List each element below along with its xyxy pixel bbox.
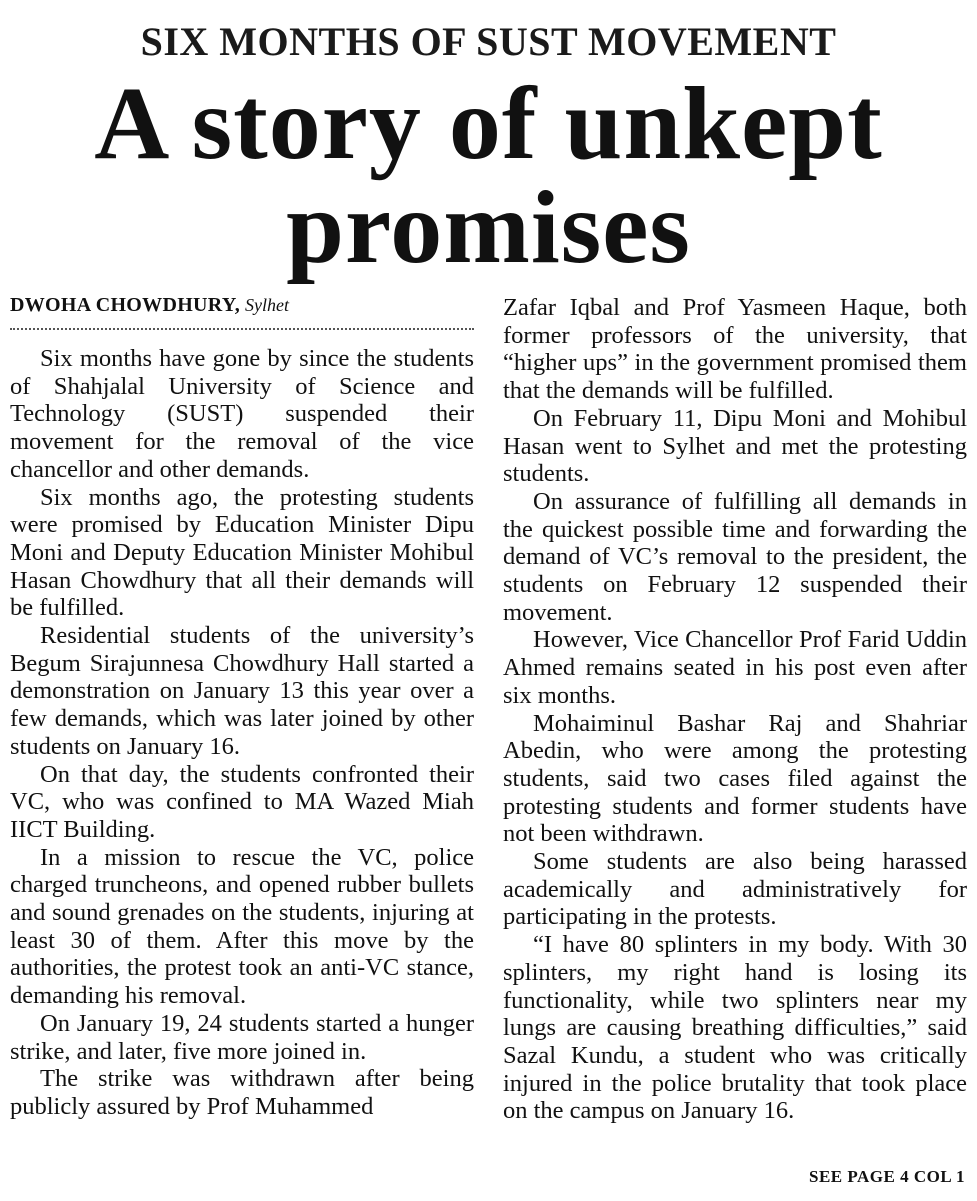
paragraph: On February 11, Dipu Moni and Mohibul Hasan went to Sylhet and met the protesting students.: [503, 404, 967, 488]
byline: [10, 292, 474, 318]
paragraph: On that day, the students confronted their VC, who was confined to MA Wazed Miah IICT Building.: [10, 760, 474, 843]
paragraph: “I have 80 splinters in my body. With 30 splinters, my right hand is losing its functionality, while two splinters near my lungs are causing breathing difficulties,” said Sazal Kundu, a student who was critically injured in the police brutality that took place on the campus on January 16.: [503, 931, 967, 1125]
jump-line[interactable]: SEE PAGE 4 COL 1: [809, 1167, 965, 1186]
left-column: [10, 345, 474, 1183]
headline: [0, 66, 977, 285]
paragraph: Six months ago, the protesting students were promised by Education Minister Dipu Moni and Deputy Education Minister Mohibul Hasan Chowdhury that all their demands will be fulfilled.: [10, 483, 474, 622]
byline-divider: [10, 328, 474, 330]
byline-place: Sylhet: [245, 295, 290, 315]
kicker: SIX MONTHS OF SUST MOVEMENT: [140, 19, 837, 64]
paragraph-continuation: Zafar Iqbal and Prof Yasmeen Haque, both former professors of the university, that “higher ups” in the government promised them that the demands will be fulfilled.: [503, 294, 967, 405]
paragraph: In a mission to rescue the VC, police charged truncheons, and opened rubber bullets and sound grenades on the students, injuring at least 30 of them. After this move by the authorities, the protest took an anti-VC stance, demanding his removal.: [10, 843, 474, 1010]
paragraph: However, Vice Chancellor Prof Farid Uddin Ahmed remains seated in his post even after six months.: [503, 626, 967, 709]
paragraph: On January 19, 24 students started a hunger strike, and later, five more joined in.: [10, 1009, 474, 1065]
headline-line-2: promises: [286, 170, 691, 285]
right-column: [503, 294, 967, 1164]
paragraph: Six months have gone by since the students of Shahjalal University of Science and Technology (SUST) suspended their movement for the removal of the vice chancellor and other demands.: [10, 345, 474, 483]
paragraph: Mohaiminul Bashar Raj and Shahriar Abedin, who were among the protesting students, said two cases filed against the protesting students and former students have not been withdrawn.: [503, 709, 967, 848]
byline-author: DWOHA CHOWDHURY,: [10, 294, 241, 316]
paragraph: Some students are also being harassed academically and administratively for participating in the protests.: [503, 848, 967, 931]
paragraph: The strike was withdrawn after being publicly assured by Prof Muhammed: [10, 1065, 474, 1120]
headline-line-1: A story of unkept: [94, 66, 883, 181]
paragraph: Residential students of the university’s Begum Sirajunnesa Chowdhury Hall started a demonstration on January 13 this year over a few demands, which was later joined by other students on January 16.: [10, 622, 474, 760]
paragraph: On assurance of fulfilling all demands in the quickest possible time and forwarding the demand of VC’s removal to the president, the students on February 12 suspended their movement.: [503, 487, 967, 626]
